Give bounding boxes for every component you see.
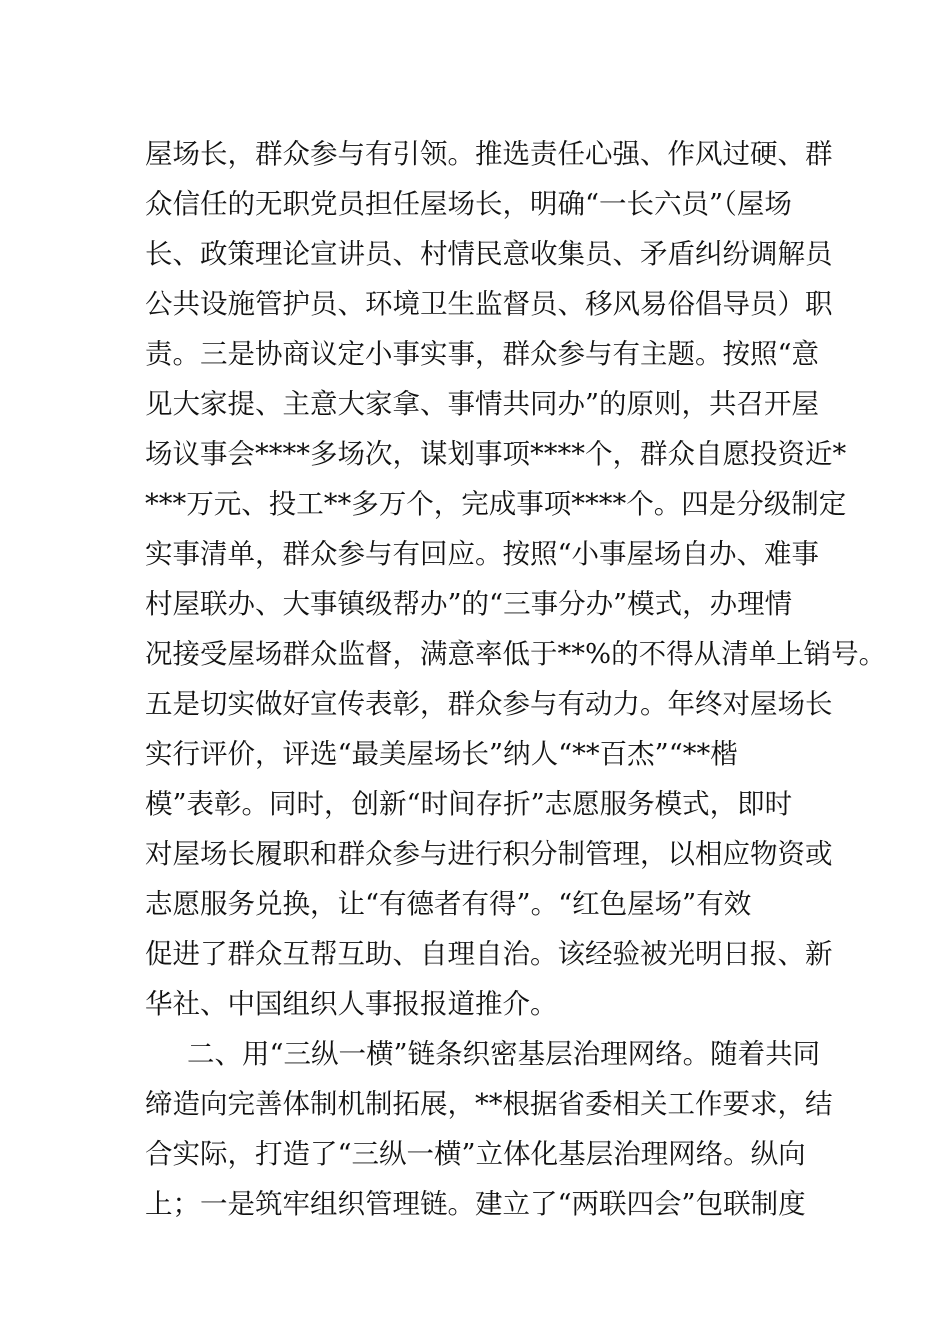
paragraph-start-line: 二、用“三纵一横”链条织密基层治理网络。随着共同	[187, 1038, 821, 1070]
text-line: 见大家提、主意大家拿、事情共同办”的原则，共召开屋	[145, 388, 820, 420]
text-line: 对屋场长履职和群众参与进行积分制管理，以相应物资或	[145, 838, 833, 870]
text-line: 华社、中国组织人事报报道推介。	[145, 988, 558, 1020]
text-line: 场议事会****多场次，谋划事项****个，群众自愿投资近*	[145, 438, 847, 470]
text-line: 村屋联办、大事镇级帮办”的“三事分办”模式，办理情	[145, 588, 793, 620]
text-line: 促进了群众互帮互助、自理自治。该经验被光明日报、新	[145, 938, 833, 970]
text-line: 屋场长，群众参与有引领。推选责任心强、作风过硬、群	[145, 138, 833, 170]
text-line: 合实际，打造了“三纵一横”立体化基层治理网络。纵向	[145, 1138, 806, 1170]
text-line: 长、政策理论宣讲员、村情民意收集员、矛盾纠纷调解员	[145, 238, 833, 270]
text-line: 志愿服务兑换，让“有德者有得”。“红色屋场”有效	[145, 888, 752, 920]
text-line: 缔造向完善体制机制拓展，**根据省委相关工作要求，结	[145, 1088, 833, 1120]
text-line: 众信任的无职党员担任屋场长，明确“一长六员”（屋场	[145, 188, 792, 220]
text-line: 上；一是筑牢组织管理链。建立了“两联四会”包联制度	[145, 1188, 806, 1220]
text-line: 况接受屋场群众监督，满意率低于**%的不得从清单上销号。	[145, 638, 887, 670]
text-line: 公共设施管护员、环境卫生监督员、移风易俗倡导员）职	[145, 288, 833, 320]
text-line: 五是切实做好宣传表彰，群众参与有动力。年终对屋场长	[145, 688, 833, 720]
text-line: 实行评价，评选“最美屋场长”纳人“**百杰”“**楷	[145, 738, 738, 770]
text-line: 责。三是协商议定小事实事，群众参与有主题。按照“意	[145, 338, 820, 370]
body-text	[145, 129, 887, 1229]
text-line: 模”表彰。同时，创新“时间存折”志愿服务模式，即时	[145, 788, 793, 820]
text-line: 实事清单，群众参与有回应。按照“小事屋场自办、难事	[145, 538, 820, 570]
text-line: ***万元、投工**多万个，完成事项****个。四是分级制定	[145, 488, 847, 520]
